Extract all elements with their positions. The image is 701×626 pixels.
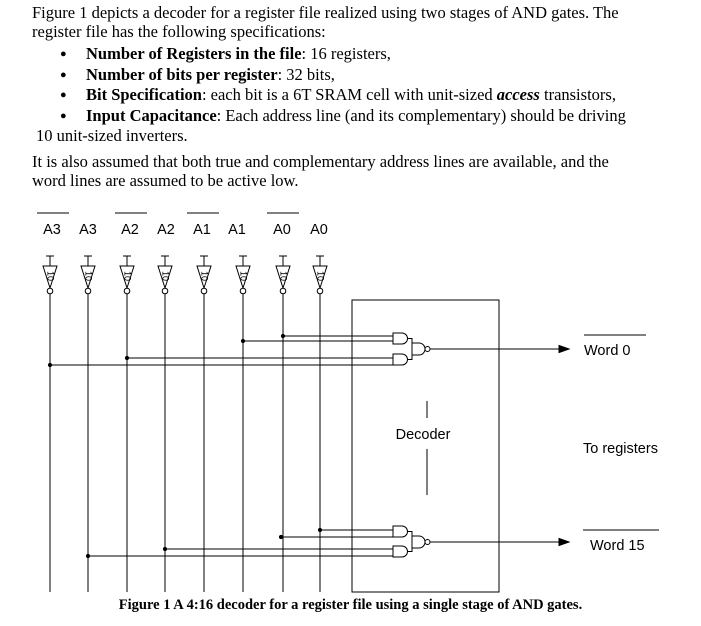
inverter-size-label: 10 (122, 270, 133, 282)
inverter-size-label: 10 (199, 270, 210, 282)
inverter-5 (197, 256, 211, 294)
top-gate-inputs (48, 334, 393, 366)
bottom-gate-inputs (86, 528, 393, 557)
inverter-2 (81, 256, 95, 294)
address-label-a3: A3 (43, 222, 61, 238)
inverter-7 (276, 256, 290, 294)
address-lines (50, 294, 320, 592)
and-gate (412, 536, 425, 548)
top-and-gates (393, 333, 430, 365)
address-label-a1: A1 (193, 222, 211, 238)
address-label-a0: A0 (310, 222, 328, 238)
and-gate (393, 526, 408, 537)
inverter-size-label: 10 (160, 270, 171, 282)
inverter-8 (313, 256, 327, 294)
inverter-3 (120, 256, 134, 294)
inverter-1 (43, 256, 57, 294)
address-label-a2: A2 (157, 222, 175, 238)
inverter-size-label: 10 (83, 270, 94, 282)
word-15-label: Word 15 (590, 538, 645, 554)
spec-item-bit-spec: ● Bit Specification: each bit is a 6T SRAM cell with unit-sized access transistors, (60, 85, 690, 106)
to-registers-label: To registers (583, 441, 658, 457)
figure-caption: Figure 1 A 4:16 decoder for a register file using a single stage of AND gates. (118, 597, 583, 613)
decoder-label: Decoder (395, 427, 451, 443)
and-gate (393, 333, 408, 344)
assumption-line-1: It is also assumed that both true and complementary address lines are available, and the (32, 152, 609, 171)
address-label-a0: A0 (273, 222, 291, 238)
inverter-size-label: 10 (238, 270, 249, 282)
inverter-size-label: 10 (315, 270, 326, 282)
spec-item-registers: ● Number of Registers in the file: 16 registers, (60, 44, 690, 65)
inverter-4 (158, 256, 172, 294)
and-gate (393, 546, 408, 557)
word-0-label: Word 0 (584, 343, 631, 359)
address-label-a3: A3 (79, 222, 97, 238)
inverter-size-label: 10 (45, 270, 56, 282)
inverter-6 (236, 256, 250, 294)
address-label-a1: A1 (228, 222, 246, 238)
inverter-size-label: 10 (278, 270, 289, 282)
address-label-a2: A2 (121, 222, 139, 238)
input-inverters (43, 256, 327, 294)
spec-item-bits: ● Number of bits per register: 32 bits, (60, 65, 690, 86)
intro-line-1: Figure 1 depicts a decoder for a register file realized using two stages of AND gates. The (32, 3, 619, 22)
decoder-box (352, 300, 499, 592)
assumption-line-2: word lines are assumed to be active low. (32, 171, 299, 190)
and-gate (393, 354, 408, 365)
intro-line-2: register file has the following specifications: (32, 22, 326, 41)
address-labels (37, 213, 328, 238)
and-gate (412, 343, 425, 355)
bottom-and-gates (393, 526, 430, 557)
spec-item-capacitance: ● Input Capacitance: Each address line (and its complementary) should be driving 10 unit-sized inverters. (60, 106, 690, 147)
